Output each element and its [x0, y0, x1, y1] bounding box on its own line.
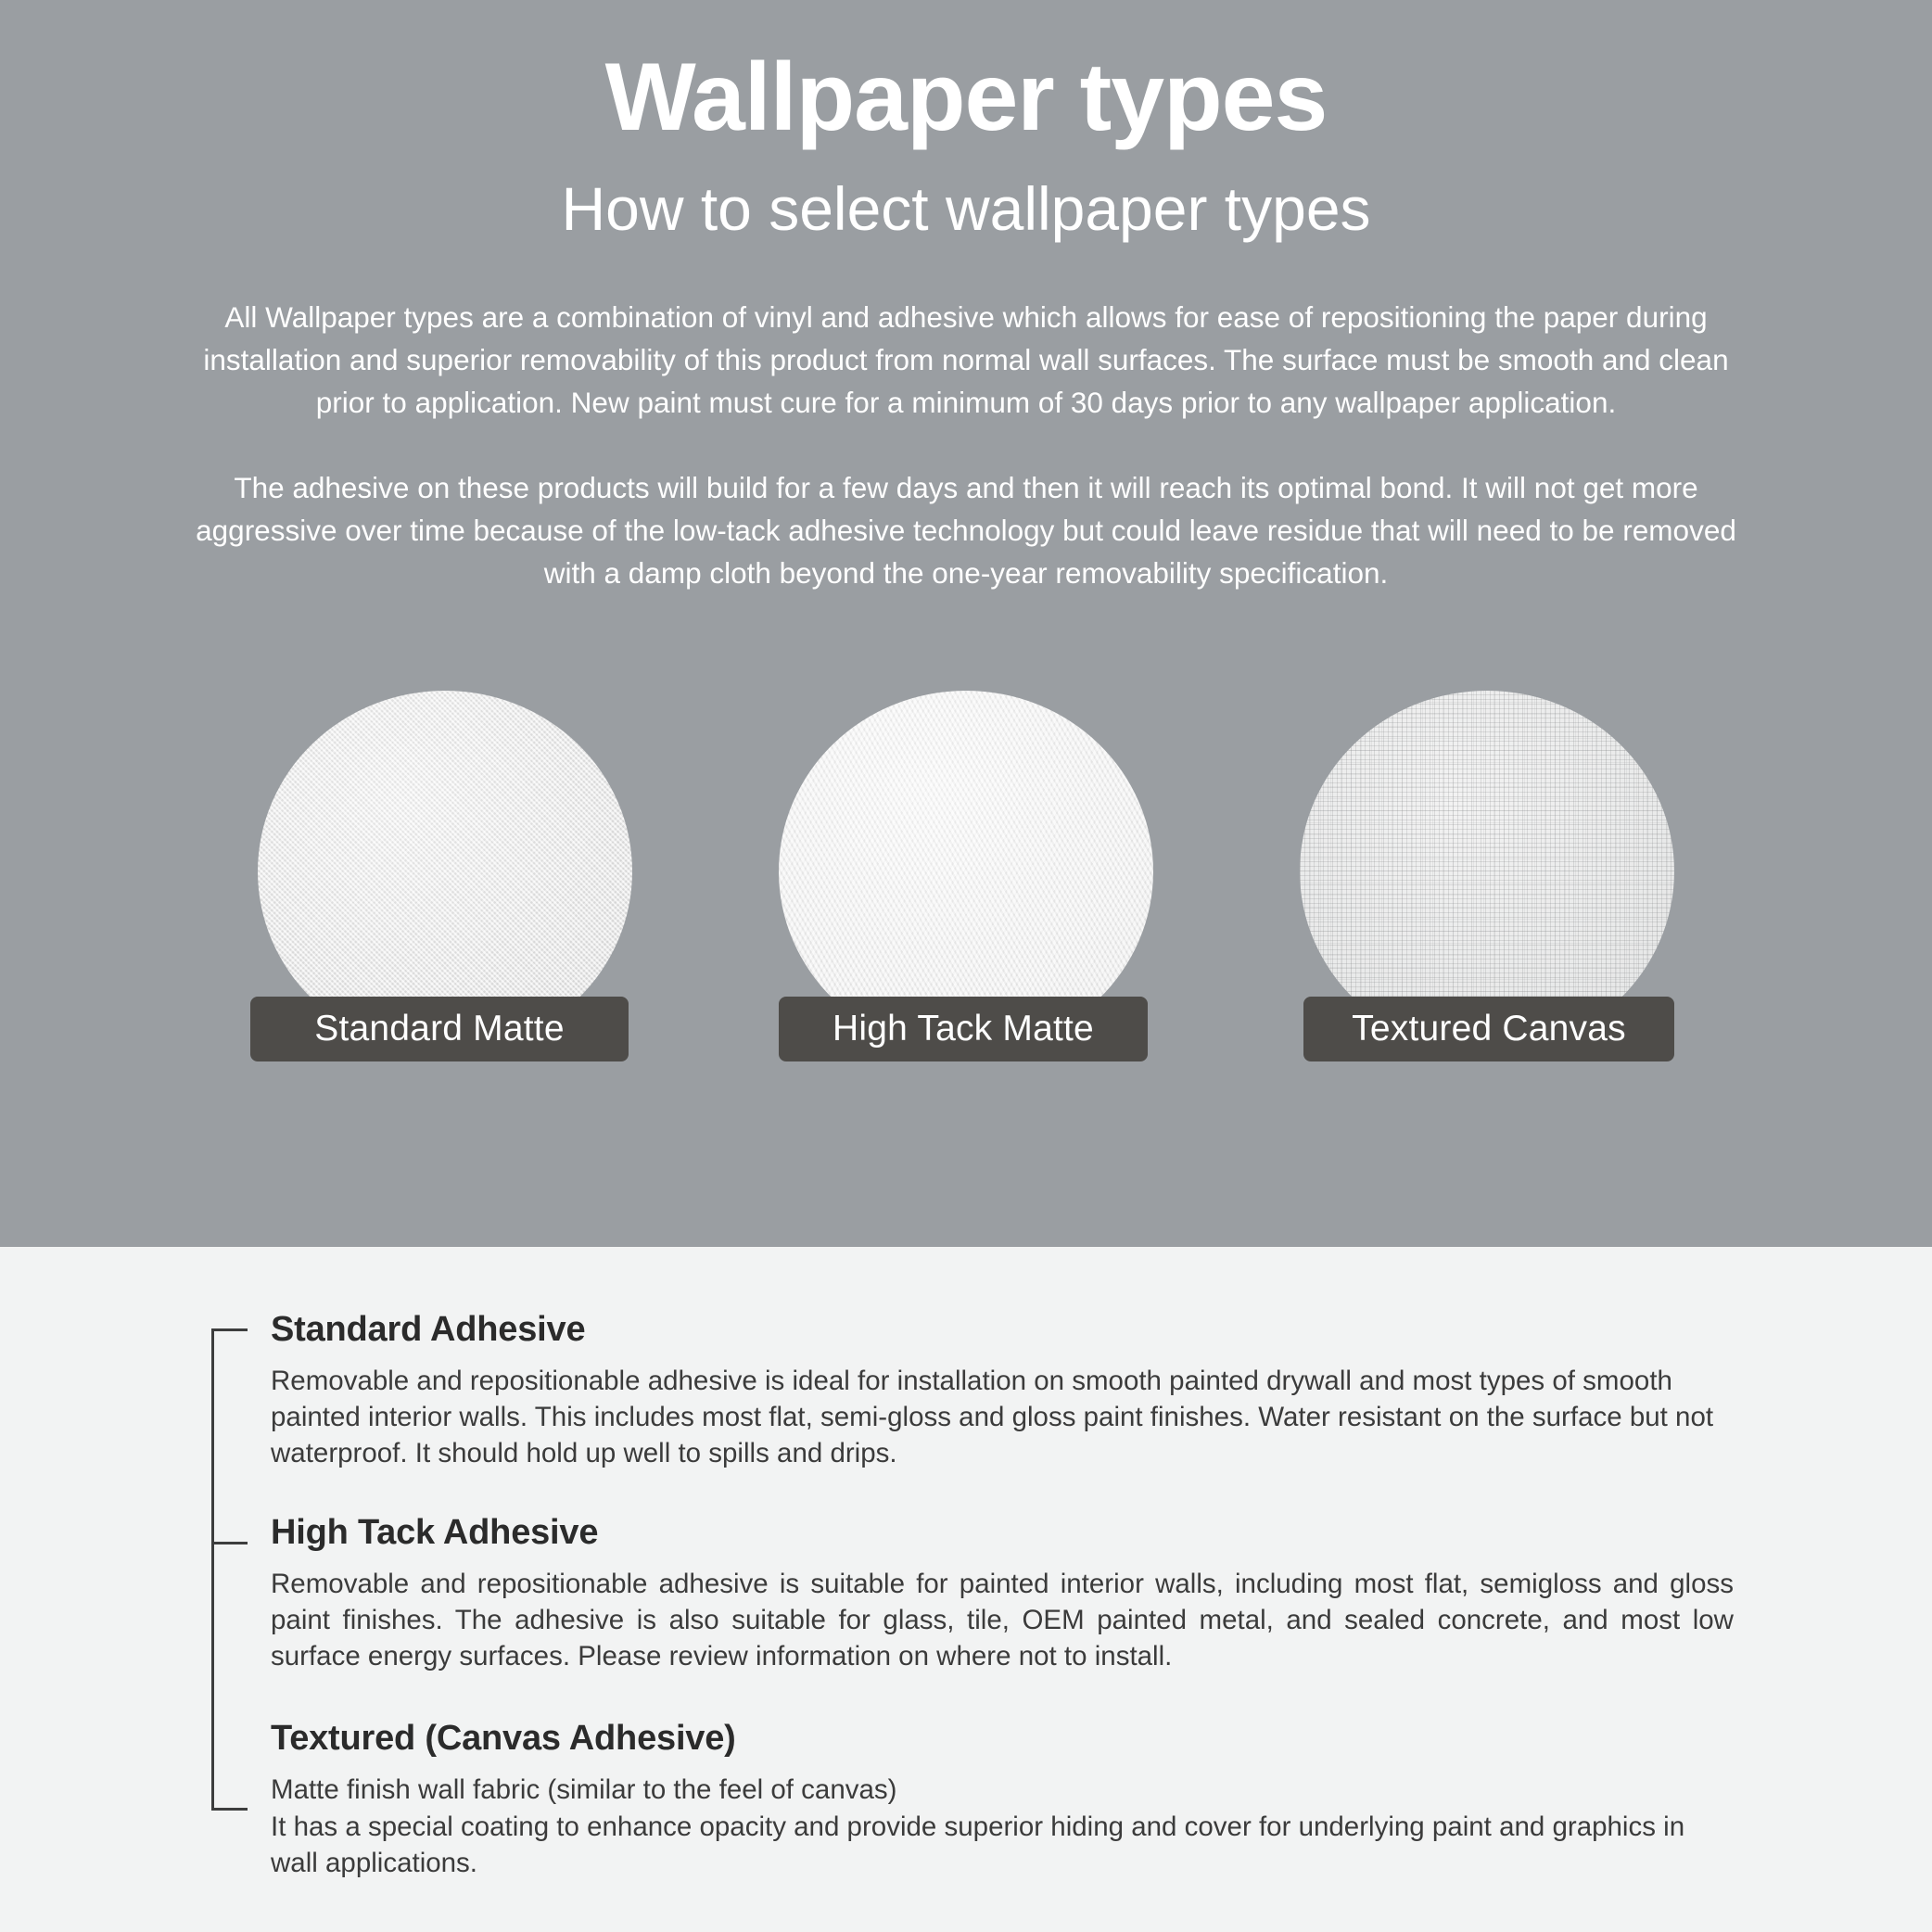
section-standard-adhesive [271, 1310, 1734, 1472]
swatch-textured-canvas[interactable] [1300, 691, 1674, 1052]
bracket-decoration [211, 1328, 248, 1811]
swatch-label-standard-matte: Standard Matte [250, 997, 629, 1061]
page-subtitle: How to select wallpaper types [561, 174, 1371, 243]
page-title: Wallpaper types [604, 44, 1328, 151]
bracket-tick-1 [214, 1328, 248, 1331]
swatch-high-tack-matte[interactable] [779, 691, 1153, 1052]
section-body-textured-canvas-line-2: It has a special coating to enhance opacity and provide superior hiding and cover for underlying paint and graphics in wall applications. [271, 1811, 1685, 1878]
section-title-standard-adhesive: Standard Adhesive [271, 1310, 586, 1349]
swatch-label-textured-canvas: Textured Canvas [1303, 997, 1674, 1061]
bracket-tick-2 [214, 1542, 248, 1544]
swatch-row [0, 691, 1932, 1126]
hero-paragraph-1: All Wallpaper types are a combination of vinyl and adhesive which allows for ease of repositioning the paper during installation and superior removability of this product from normal wall surfaces. The surface must be smooth and clean prior to application. New paint must cure for a minimum of 30 days prior to any wallpaper application. [203, 300, 1729, 419]
section-textured-canvas-adhesive [271, 1719, 1734, 1881]
hero-description [176, 297, 1756, 595]
section-body-high-tack-adhesive: Removable and repositionable adhesive is suitable for painted interior walls, including most flat, semigloss and gloss paint finishes. The adhesive is also suitable for glass, tile, OEM painted metal, and sealed concrete, and most low surface energy surfaces. Please review information on where not to install. [271, 1568, 1734, 1672]
swatch-standard-matte[interactable] [258, 691, 632, 1052]
section-high-tack-adhesive [271, 1513, 1734, 1675]
adhesive-details-panel [0, 1247, 1932, 1932]
section-body-standard-adhesive: Removable and repositionable adhesive is ideal for installation on smooth painted drywall and most types of smooth painted interior walls. This includes most flat, semi-gloss and gloss paint finishes. Water resistant on the surface but not waterproof. It should hold up well to spills and drips. [271, 1366, 1714, 1469]
adhesive-sections [271, 1310, 1734, 1909]
hero-paragraph-2: The adhesive on these products will build for a few days and then it will reach its optimal bond. It will not get more aggressive over time because of the low-tack adhesive technology but could leave residue that will need to be removed with a damp cloth beyond the one-year removability specification. [196, 470, 1736, 590]
section-body-textured-canvas-line-1: Matte finish wall fabric (similar to the feel of canvas) [271, 1774, 897, 1806]
section-title-high-tack-adhesive: High Tack Adhesive [271, 1512, 599, 1552]
swatch-label-high-tack-matte: High Tack Matte [779, 997, 1148, 1061]
bracket-tick-3 [214, 1808, 248, 1811]
section-title-textured-canvas-adhesive: Textured (Canvas Adhesive) [271, 1719, 736, 1759]
